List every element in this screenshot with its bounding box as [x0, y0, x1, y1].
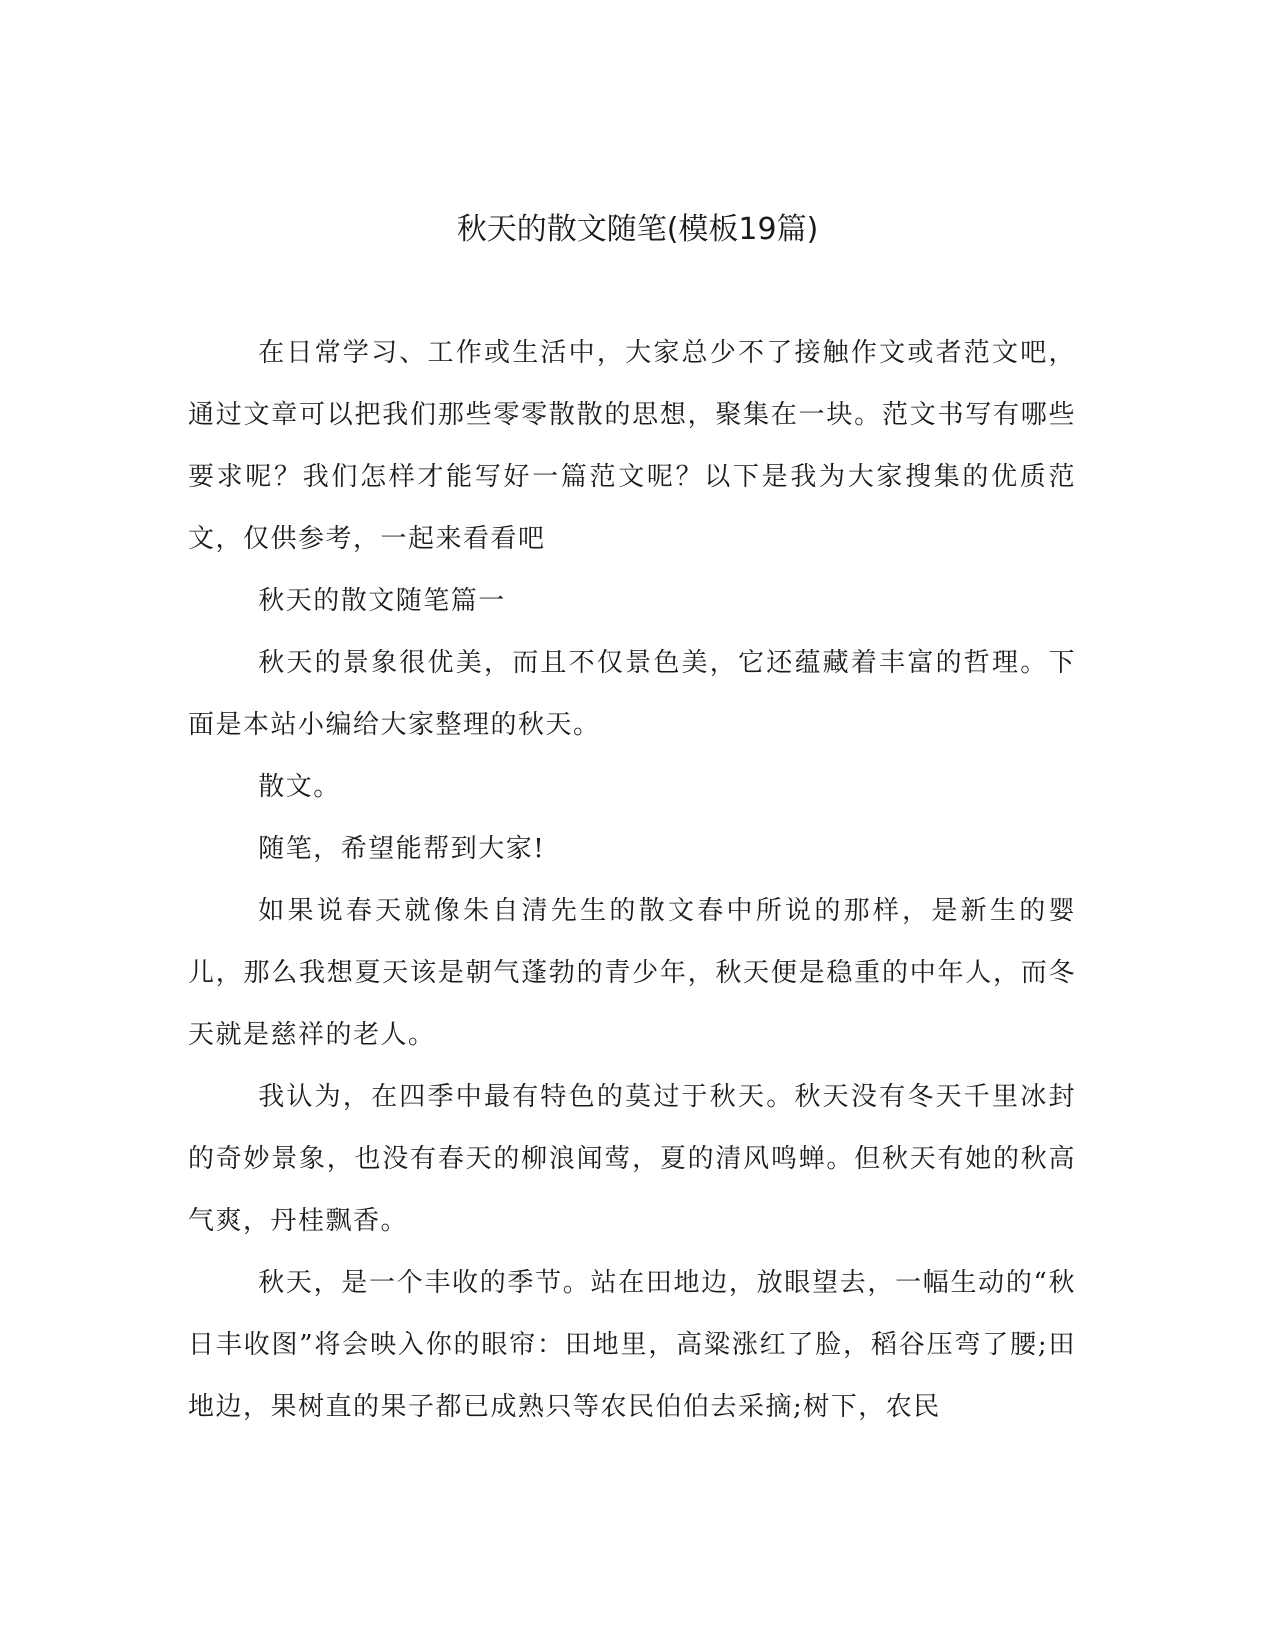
body-paragraph: 随笔，希望能帮到大家!	[258, 834, 546, 864]
body-paragraph: 散文。	[258, 772, 341, 802]
document-title: 秋天的散文随笔(模板19篇)	[456, 212, 819, 247]
body-paragraph: 秋天，是一个丰收的季节。站在田地边，放眼望去，一幅生动的“秋日丰收图”将会映入你的眼帘：田地里，高粱涨红了脸，稻谷压弯了腰;田地边，果树直的果子都已成熟只等农民伯伯去采摘;树下，农民	[188, 1268, 1076, 1422]
intro-paragraph: 在日常学习、工作或生活中，大家总少不了接触作文或者范文吧，通过文章可以把我们那些零零散散的思想，聚集在一块。范文书写有哪些要求呢？我们怎样才能写好一篇范文呢？以下是我为大家搜集的优质范文，仅供参考，一起来看看吧	[188, 338, 1076, 554]
body-paragraph: 我认为，在四季中最有特色的莫过于秋天。秋天没有冬天千里冰封的奇妙景象，也没有春天的柳浪闻莺，夏的清风鸣蝉。但秋天有她的秋高气爽，丹桂飘香。	[188, 1082, 1076, 1236]
section-heading: 秋天的散文随笔篇一	[258, 586, 506, 616]
document-body	[188, 322, 1076, 1438]
body-paragraph: 秋天的景象很优美，而且不仅景色美，它还蕴藏着丰富的哲理。下面是本站小编给大家整理的秋天。	[188, 648, 1076, 740]
body-paragraph: 如果说春天就像朱自清先生的散文春中所说的那样，是新生的婴儿，那么我想夏天该是朝气蓬勃的青少年，秋天便是稳重的中年人，而冬天就是慈祥的老人。	[188, 896, 1076, 1050]
